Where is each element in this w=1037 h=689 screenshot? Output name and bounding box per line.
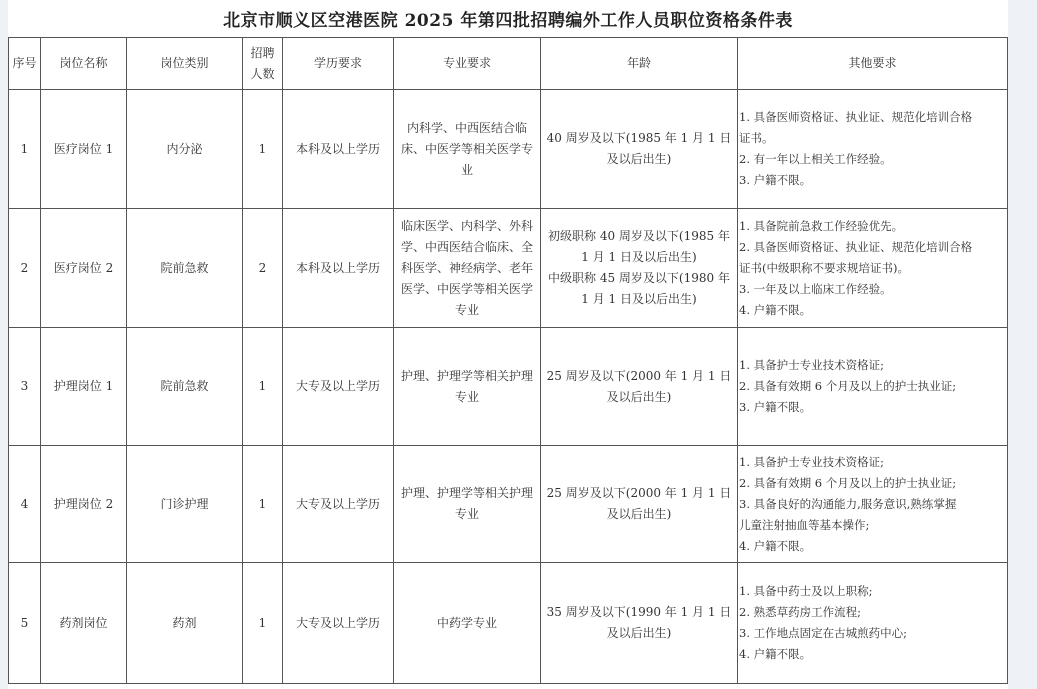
cell-age xyxy=(541,328,738,446)
table-row xyxy=(9,90,1008,209)
cell-count: 1 xyxy=(243,328,283,446)
major-line: 护理、护理学等相关护理 xyxy=(400,486,533,500)
header-index: 序号 xyxy=(9,38,41,90)
cell-other xyxy=(738,563,1008,684)
cell-major xyxy=(394,563,541,684)
cell-count: 1 xyxy=(243,90,283,209)
cell-position-type: 内分泌 xyxy=(127,90,243,209)
cell-index: 5 xyxy=(9,563,41,684)
other-line: 4. 户籍不限。 xyxy=(739,302,812,317)
cell-position-name: 医疗岗位 2 xyxy=(41,209,127,328)
table-row xyxy=(9,446,1008,563)
major-line: 中药学专业 xyxy=(436,615,497,630)
other-line: 2. 熟悉草药房工作流程; xyxy=(739,605,862,619)
age-line: 及以后出生) xyxy=(606,389,672,404)
other-line: 1. 具备中药士及以上职称; xyxy=(739,584,873,598)
cell-index: 4 xyxy=(9,446,41,563)
cell-age xyxy=(541,209,738,328)
other-line: 2. 具备有效期 6 个月及以上的护士执业证; xyxy=(739,475,957,490)
other-line: 3. 户籍不限。 xyxy=(739,400,812,414)
page-title: 北京市顺义区空港医院 2025 年第四批招聘编外工作人员职位资格条件表 xyxy=(223,11,793,31)
other-line: 证书(中级职称不要求规培证书)。 xyxy=(739,260,909,275)
cell-major xyxy=(394,446,541,563)
scrollbar-gutter[interactable] xyxy=(1011,0,1037,689)
age-line: 25 周岁及以下(2000 年 1 月 1 日 xyxy=(546,486,732,500)
cell-count: 1 xyxy=(243,563,283,684)
cell-age xyxy=(541,563,738,684)
major-line: 专业 xyxy=(454,507,479,521)
major-line: 医学、中医学等相关医学 xyxy=(400,281,533,296)
age-line: 中级职称 45 周岁及以下(1980 年 xyxy=(548,271,730,285)
other-line: 3. 户籍不限。 xyxy=(739,173,812,187)
cell-age xyxy=(541,446,738,563)
header-position-type: 岗位类别 xyxy=(127,38,243,90)
age-line: 35 周岁及以下(1990 年 1 月 1 日 xyxy=(546,605,732,619)
table-row xyxy=(9,209,1008,328)
cell-position-type: 院前急救 xyxy=(127,328,243,446)
major-line: 床、中医学等相关医学专 xyxy=(400,141,533,156)
header-education: 学历要求 xyxy=(283,38,394,90)
header-position-name: 岗位名称 xyxy=(41,38,127,90)
document-sheet xyxy=(8,0,1008,689)
requirements-table xyxy=(8,37,1008,684)
age-line: 25 周岁及以下(2000 年 1 月 1 日 xyxy=(546,368,732,383)
cell-position-name: 药剂岗位 xyxy=(41,563,127,684)
cell-major xyxy=(394,90,541,209)
cell-other xyxy=(738,446,1008,563)
header-age: 年龄 xyxy=(541,38,738,90)
other-line: 1. 具备护士专业技术资格证; xyxy=(739,358,885,372)
other-line: 3. 具备良好的沟通能力,服务意识,熟练掌握 xyxy=(739,496,957,511)
table-row xyxy=(9,563,1008,684)
other-line: 1. 具备院前急救工作经验优先。 xyxy=(739,218,904,233)
other-line: 4. 户籍不限。 xyxy=(739,538,812,553)
header-other: 其他要求 xyxy=(738,38,1008,90)
cell-count: 2 xyxy=(243,209,283,328)
age-line: 1 月 1 日及以后出生) xyxy=(581,292,697,306)
other-line: 1. 具备护士专业技术资格证; xyxy=(739,454,885,469)
cell-major xyxy=(394,328,541,446)
major-line: 业 xyxy=(460,162,473,177)
major-line: 临床医学、内科学、外科 xyxy=(400,218,533,233)
major-line: 学、中西医结合临床、全 xyxy=(400,239,533,254)
cell-other xyxy=(738,90,1008,209)
other-line: 1. 具备医师资格证、执业证、规范化培训合格 xyxy=(739,110,973,124)
cell-position-name: 护理岗位 2 xyxy=(41,446,127,563)
major-line: 专业 xyxy=(454,302,479,317)
cell-other xyxy=(738,328,1008,446)
major-line: 科医学、神经病学、老年 xyxy=(400,260,533,275)
cell-education: 大专及以上学历 xyxy=(283,446,394,563)
major-line: 内科学、中西医结合临 xyxy=(406,120,527,135)
other-line: 儿童注射抽血等基本操作; xyxy=(739,517,870,532)
cell-index: 1 xyxy=(9,90,41,209)
major-line: 专业 xyxy=(454,389,479,404)
other-line: 2. 具备医师资格证、执业证、规范化培训合格 xyxy=(739,239,973,254)
cell-position-name: 护理岗位 1 xyxy=(41,328,127,446)
major-line: 护理、护理学等相关护理 xyxy=(400,368,533,383)
age-line: 1 月 1 日及以后出生) xyxy=(581,250,697,264)
other-line: 证书。 xyxy=(739,131,774,145)
age-line: 初级职称 40 周岁及以下(1985 年 xyxy=(548,229,730,243)
cell-index: 3 xyxy=(9,328,41,446)
cell-education: 大专及以上学历 xyxy=(283,328,394,446)
age-line: 及以后出生) xyxy=(606,152,672,166)
cell-position-type: 院前急救 xyxy=(127,209,243,328)
header-count-line1: 招聘 xyxy=(250,45,275,60)
cell-position-type: 门诊护理 xyxy=(127,446,243,563)
cell-index: 2 xyxy=(9,209,41,328)
cell-count: 1 xyxy=(243,446,283,563)
header-count-line2: 人数 xyxy=(250,66,275,81)
cell-position-type: 药剂 xyxy=(127,563,243,684)
cell-age xyxy=(541,90,738,209)
other-line: 3. 一年及以上临床工作经验。 xyxy=(739,281,892,296)
cell-education: 本科及以上学历 xyxy=(283,90,394,209)
cell-education: 大专及以上学历 xyxy=(283,563,394,684)
table-row xyxy=(9,328,1008,446)
other-line: 4. 户籍不限。 xyxy=(739,647,812,661)
age-line: 及以后出生) xyxy=(606,507,672,521)
cell-other xyxy=(738,209,1008,328)
cell-position-name: 医疗岗位 1 xyxy=(41,90,127,209)
cell-major xyxy=(394,209,541,328)
other-line: 2. 具备有效期 6 个月及以上的护士执业证; xyxy=(739,379,957,393)
other-line: 2. 有一年以上相关工作经验。 xyxy=(739,152,892,166)
age-line: 及以后出生) xyxy=(606,626,672,640)
header-major: 专业要求 xyxy=(394,38,541,90)
other-line: 3. 工作地点固定在古城煎药中心; xyxy=(739,626,908,640)
cell-education: 本科及以上学历 xyxy=(283,209,394,328)
header-count xyxy=(243,38,283,90)
age-line: 40 周岁及以下(1985 年 1 月 1 日 xyxy=(546,131,732,145)
table-header-row xyxy=(9,38,1008,90)
